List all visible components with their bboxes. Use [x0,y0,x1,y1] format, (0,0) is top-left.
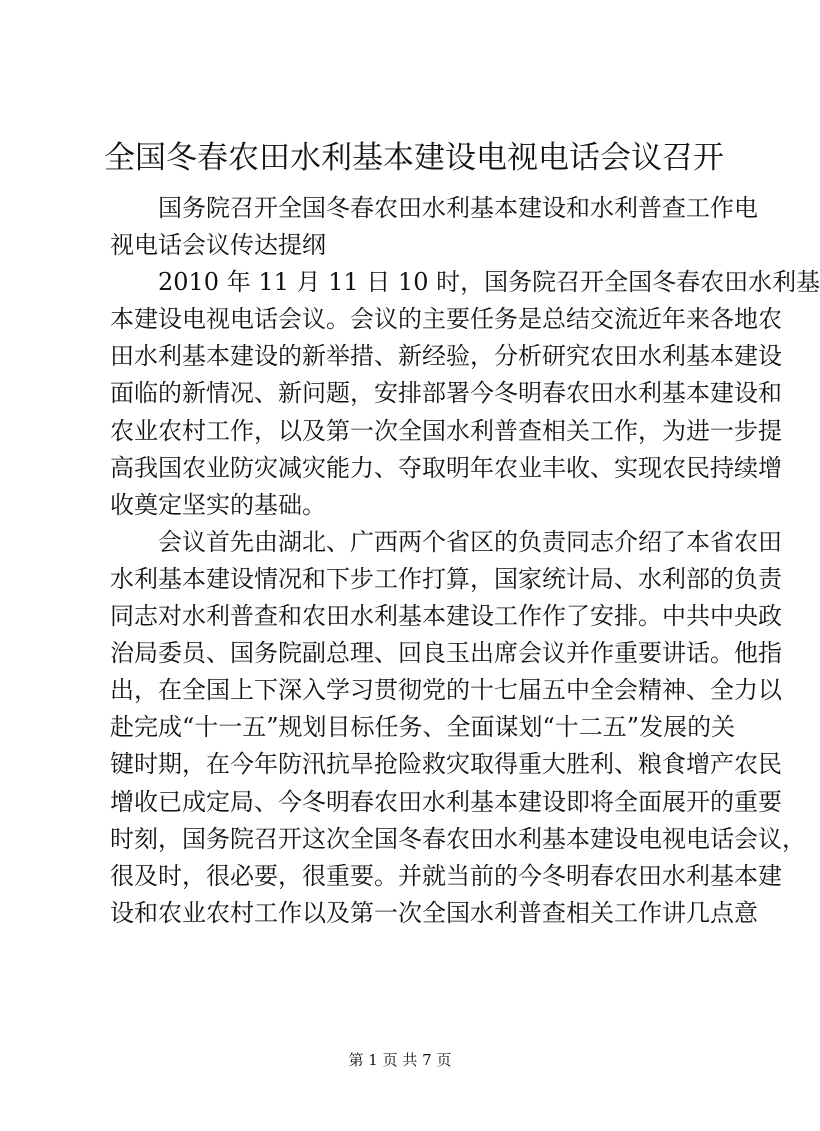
page-footer: 第 1 页 共 7 页 [348,1051,452,1069]
paragraph-1 [110,264,820,524]
paragraph-line: 增收已成定局、今冬明春农田水利基本建设即将全面展开的重要 [110,787,782,816]
document-body [110,190,820,932]
paragraph-line: 很及时，很必要，很重要。并就当前的今冬明春农田水利基本建 [110,861,782,890]
paragraph-line: 时刻，国务院召开这次全国冬春农田水利基本建设电视电话会议， [110,824,806,853]
paragraph-line: 农业农村工作，以及第一次全国水利普查相关工作，为进一步提 [110,416,782,445]
paragraph-line: 同志对水利普查和农田水利基本建设工作作了安排。中共中央政 [110,602,782,631]
paragraph-line: 收奠定坚实的基础。 [110,490,326,519]
paragraph-2 [110,524,806,932]
paragraph-line: 高我国农业防灾减灾能力、夺取明年农业丰收、实现农民持续增 [110,453,782,482]
subtitle-line: 国务院召开全国冬春农田水利基本建设和水利普查工作电 [158,194,758,222]
paragraph-line: 本建设电视电话会议。会议的主要任务是总结交流近年来各地农 [110,305,782,334]
paragraph-line: 水利基本建设情况和下步工作打算，国家统计局、水利部的负责 [110,564,782,593]
paragraph-line: 赴完成“十一五”规划目标任务、全面谋划“十二五”发展的关 [110,713,736,742]
paragraph-line: 键时期，在今年防汛抗旱抢险救灾取得重大胜利、粮食增产农民 [110,750,782,779]
subtitle-line: 视电话会议传达提纲 [110,231,326,260]
document-title: 全国冬春农田水利基本建设电视电话会议召开 [104,140,724,176]
paragraph-line: 田水利基本建设的新举措、新经验，分析研究农田水利基本建设 [110,342,782,371]
paragraph-line: 面临的新情况、新问题，安排部署今冬明春农田水利基本建设和 [110,379,782,408]
paragraph-line: 2010 年 11 月 11 日 10 时，国务院召开全国冬春农田水利基 [158,268,820,297]
subtitle [110,190,758,264]
paragraph-line: 出，在全国上下深入学习贯彻党的十七届五中全会精神、全力以 [110,676,782,705]
paragraph-line: 治局委员、国务院副总理、回良玉出席会议并作重要讲话。他指 [110,639,782,668]
paragraph-line: 会议首先由湖北、广西两个省区的负责同志介绍了本省农田 [158,527,782,556]
paragraph-line: 设和农业农村工作以及第一次全国水利普查相关工作讲几点意 [110,898,758,927]
